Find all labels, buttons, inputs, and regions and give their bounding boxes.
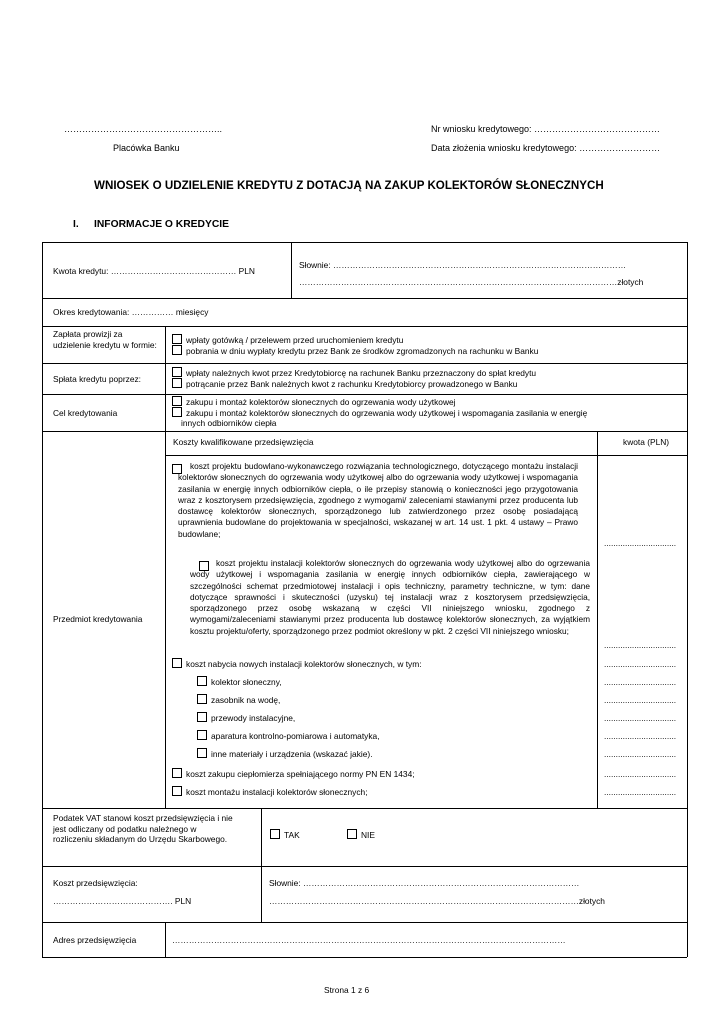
cost-amount-field[interactable]: ...............................	[604, 713, 677, 723]
cost-item-installation-project: koszt projektu instalacji kolektorów słonecznych do ogrzewania wody użytkowej albo do ogrzewania wody użytkowej i wspomagania zasilania w energię innych odbiorników ciepła, zawierającego w szczególności schemat przedmiotowej instalacji i opis techniczny, parametry techniczne, w tym: dane dotyczące sprawności i skuteczności (uzysku) tej instalacji wraz z kosztorysem przedsięwzięcia, sporządzonego przez osobę wskazaną w części VII niniejszego wniosku, zgodnego z wymogami/zaleceniami stawianymi przez producenta lub dostawcę kolektorów słonecznych, za wyjątkiem kosztu projektu/oferty, sporządzonego przez podmiot określony w pkt. 2 części VII niniejszego wniosku;	[190, 558, 590, 636]
cost-amount-field[interactable]: ...............................	[604, 659, 677, 669]
checkbox-icon[interactable]	[172, 345, 182, 355]
project-cost-label: Koszt przedsięwzięcia:	[53, 878, 138, 888]
checkbox-icon[interactable]	[197, 676, 207, 686]
subject-label: Przedmiot kredytowania	[53, 614, 143, 624]
cost-amount-field[interactable]: ...............................	[604, 731, 677, 741]
vat-yes-option[interactable]: TAK	[270, 829, 300, 840]
section-number: I.	[73, 219, 79, 230]
purpose-option-water-heating[interactable]: zakupu i montaż kolektorów słonecznych do ogrzewania wody użytkowej i wspomagania zasilania w energię	[172, 407, 587, 418]
project-cost-words-line1[interactable]: Słownie: ………………………………………………………………………………………	[269, 878, 580, 888]
bank-dots: ……………………………………………..	[64, 124, 223, 134]
commission-label: Zapłata prowizji za udzielenie kredytu w formie:	[53, 329, 157, 350]
cost-amount-field[interactable]: ...............................	[604, 640, 677, 650]
vat-no-option[interactable]: NIE	[347, 829, 375, 840]
bank-label: Placówka Banku	[113, 143, 180, 153]
vat-label: Podatek VAT stanowi koszt przedsięwzięcia i nie jest odliczany od podatku należnego w rozliczeniu składanym do Urzędu Skarbowego.	[53, 813, 233, 845]
cost-amount-field[interactable]: ...............................	[604, 695, 677, 705]
purpose-option-water[interactable]: zakupu i montaż kolektorów słonecznych do ogrzewania wody użytkowej	[172, 396, 456, 407]
loan-amount-words-line2[interactable]: ……………………………………………………………………………………………………złotych	[299, 277, 644, 287]
application-number: Nr wniosku kredytowego: ……………………………………	[431, 124, 661, 134]
costs-column-header: Koszty kwalifikowane przedsięwzięcia	[173, 437, 314, 447]
checkbox-icon[interactable]	[172, 334, 182, 344]
checkbox-icon[interactable]	[197, 712, 207, 722]
form-title: WNIOSEK O UDZIELENIE KREDYTU Z DOTACJĄ NA ZAKUP KOLEKTORÓW SŁONECZNYCH	[94, 179, 604, 192]
cost-item-building-project: koszt projektu budowlano-wykonawczego rozwiązania technologicznego, dotyczącego montażu instalacji kolektorów słonecznych do ogrzewania wody użytkowej albo do ogrzewania wody użytkowej i wspomagania zasilania w energię innych odbiorników ciepła, o ile przepisy stanowią o konieczności jego przygotowania wraz z kosztorysem przedsięwzięcia, zgodnego z wymogami/ zaleceniami stawianymi przez producenta lub dostawcę kolektorów słonecznych, sporządzonego lub zatwierdzonego przez osobę posiadającą uprawnienia budowlane do projektowania w specjalności, wskazanej w art. 14 ust. 1 pkt. 4 ustawy – Prawo budowlane;	[178, 461, 578, 539]
project-cost-field[interactable]: ……………………………………. PLN	[53, 896, 192, 906]
loan-amount-field[interactable]: Kwota kredytu: ……………………………………… PLN	[53, 266, 255, 276]
cost-amount-field[interactable]: ...............................	[604, 787, 677, 797]
application-date: Data złożenia wniosku kredytowego: ………………………	[431, 143, 661, 153]
checkbox-icon[interactable]	[270, 829, 280, 839]
repayment-label: Spłata kredytu poprzez:	[53, 374, 141, 384]
cost-amount-field[interactable]: ...............................	[604, 538, 677, 548]
commission-option-deduction[interactable]: pobrania w dniu wypłaty kredytu przez Bank ze środków zgromadzonych na rachunku w Banku	[172, 345, 538, 356]
cost-subitem[interactable]: przewody instalacyjne,	[197, 712, 295, 723]
section-title: INFORMACJE O KREDYCIE	[94, 219, 230, 230]
amount-column-header: kwota (PLN)	[623, 437, 670, 447]
cost-item-purchase[interactable]: koszt nabycia nowych instalacji kolektorów słonecznych, w tym:	[172, 658, 422, 669]
cost-amount-field[interactable]: ...............................	[604, 677, 677, 687]
project-address-field[interactable]: ……………………………………………………………………………………………………………………………	[172, 935, 566, 945]
checkbox-icon[interactable]	[172, 786, 182, 796]
project-cost-words-line2[interactable]: …………………………………………………………………………………………………złotych	[269, 896, 605, 906]
repayment-option-debit[interactable]: potrącanie przez Bank należnych kwot z rachunku Kredytobiorcy prowadzonego w Banku	[172, 378, 517, 389]
cost-item-installation[interactable]: koszt montażu instalacji kolektorów słonecznych;	[172, 786, 368, 797]
project-address-label: Adres przedsięwzięcia	[53, 935, 137, 945]
cost-item-heat-meter[interactable]: koszt zakupu ciepłomierza spełniającego normy PN EN 1434;	[172, 768, 415, 779]
checkbox-icon[interactable]	[172, 367, 182, 377]
commission-option-cash[interactable]: wpłaty gotówką / przelewem przed uruchomieniem kredytu	[172, 334, 403, 345]
loan-amount-words-line1[interactable]: Słownie: ……………………………………………………………………………………………	[299, 260, 627, 270]
loan-period-field[interactable]: Okres kredytowania: …………… miesięcy	[53, 307, 209, 317]
purpose-option-water-heating-cont: innych odbiorników ciepła	[181, 418, 277, 428]
cost-amount-field[interactable]: ...............................	[604, 769, 677, 779]
repayment-option-transfer[interactable]: wpłaty należnych kwot przez Kredytobiorcę na rachunek Banku przeznaczony do spłat kredytu	[172, 367, 536, 378]
cost-amount-field[interactable]: ...............................	[604, 749, 677, 759]
cost-subitem[interactable]: kolektor słoneczny,	[197, 676, 282, 687]
page-number: Strona 1 z 6	[324, 985, 370, 995]
checkbox-icon[interactable]	[172, 378, 182, 388]
cost-subitem[interactable]: zasobnik na wodę,	[197, 694, 280, 705]
checkbox-icon[interactable]	[172, 658, 182, 668]
checkbox-icon[interactable]	[197, 748, 207, 758]
checkbox-icon[interactable]	[197, 694, 207, 704]
cost-subitem[interactable]: aparatura kontrolno-pomiarowa i automatyka,	[197, 730, 380, 741]
checkbox-icon[interactable]	[172, 407, 182, 417]
checkbox-icon[interactable]	[197, 730, 207, 740]
checkbox-icon[interactable]	[347, 829, 357, 839]
purpose-label: Cel kredytowania	[53, 408, 118, 418]
checkbox-icon[interactable]	[172, 768, 182, 778]
cost-subitem[interactable]: inne materiały i urządzenia (wskazać jakie).	[197, 748, 373, 759]
checkbox-icon[interactable]	[172, 396, 182, 406]
